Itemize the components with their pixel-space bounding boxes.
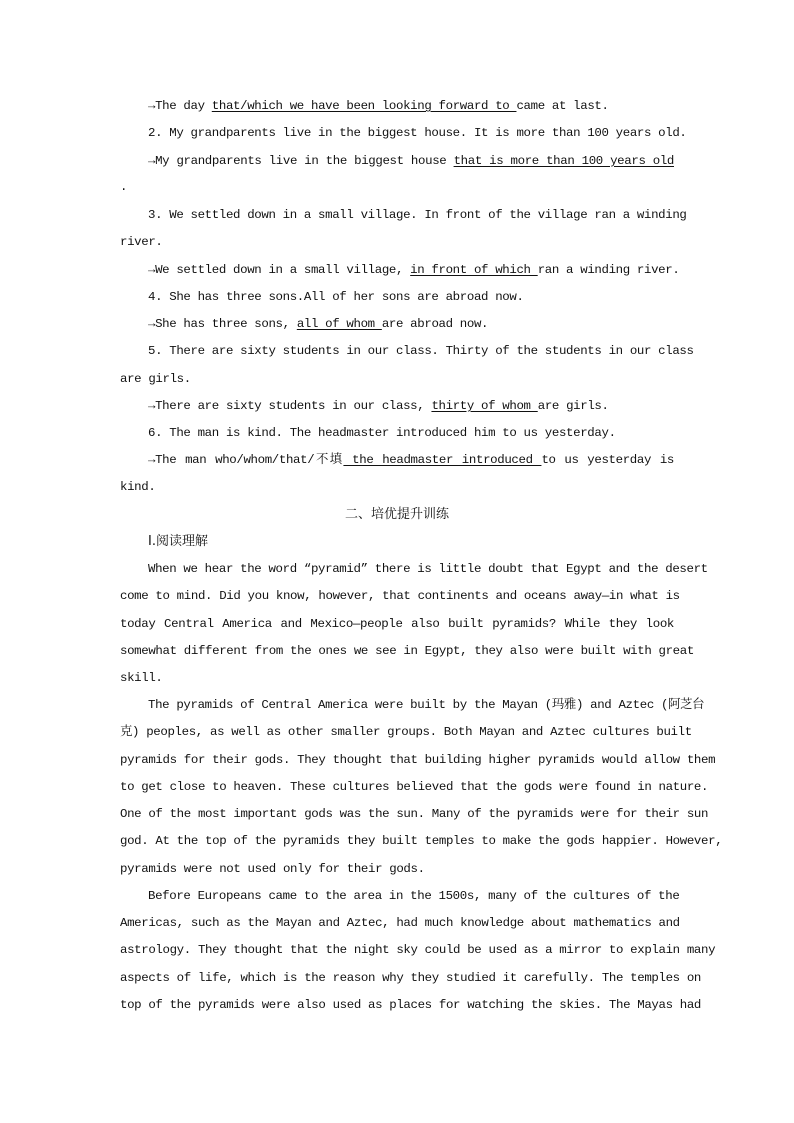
question-line-3b: river. — [120, 235, 163, 249]
reading-line: When we hear the word “pyramid” there is little doubt that Egypt and the desert — [148, 562, 708, 576]
answer-blank: the headmaster introduced — [343, 453, 542, 467]
question-line-4: 4. She has three sons.All of her sons are abroad now. — [148, 290, 524, 304]
answer-line-2 — [148, 153, 674, 169]
reading-line: aspects of life, which is the reason why they studied it carefully. The temples on — [120, 971, 702, 985]
reading-line: today Central America and Mexico—people also built pyramids? While they look — [120, 617, 674, 631]
reading-line: Americas, such as the Mayan and Aztec, had much knowledge about mathematics and — [120, 916, 680, 930]
question-line-5: 5. There are sixty students in our class. Thirty of the students in our class — [148, 344, 694, 358]
reading-line: skill. — [120, 671, 163, 685]
answer-blank: that/which we have been looking forward to — [211, 99, 517, 113]
reading-line: 克) peoples, as well as other smaller groups. Both Mayan and Aztec cultures built — [120, 725, 692, 739]
reading-line: to get close to heaven. These cultures believed that the gods were found in nature. — [120, 780, 709, 794]
answer-suffix: are girls. — [537, 399, 609, 413]
section-title: 二、培优提升训练 — [344, 507, 449, 522]
reading-line: god. At the top of the pyramids they built temples to make the gods happier. However, — [120, 834, 723, 848]
subsection-title: Ⅰ.阅读理解 — [148, 534, 208, 549]
answer-prefix: →We settled down in a small village, — [148, 263, 411, 277]
answer-prefix: →My grandparents live in the biggest house — [148, 154, 454, 168]
reading-line: pyramids for their gods. They thought that building higher pyramids would allow them — [120, 753, 716, 767]
answer-line-6 — [148, 452, 674, 468]
reading-line: somewhat different from the ones we see in Egypt, they also were built with great — [120, 644, 694, 658]
answer-line-6b: kind. — [120, 480, 156, 494]
reading-line: pyramids were not used only for their gods. — [120, 862, 425, 876]
answer-line-5 — [148, 398, 674, 414]
answer-prefix: →She has three sons, — [148, 317, 297, 331]
reading-line: Before Europeans came to the area in the 1500s, many of the cultures of the — [148, 889, 680, 903]
answer-suffix: ran a winding river. — [537, 263, 680, 277]
answer-blank: all of whom — [296, 317, 382, 331]
answer-blank: thirty of whom — [431, 399, 538, 413]
answer-line-3 — [148, 262, 680, 278]
question-line-3: 3. We settled down in a small village. In front of the village ran a winding — [148, 208, 687, 222]
reading-line: The pyramids of Central America were built by the Mayan (玛雅) and Aztec (阿芝台 — [148, 698, 705, 712]
reading-line: One of the most important gods was the sun. Many of the pyramids were for their sun — [120, 807, 709, 821]
answer-line-1 — [148, 98, 674, 114]
reading-line: astrology. They thought that the night sky could be used as a mirror to explain many — [120, 943, 716, 957]
answer-suffix: to us yesterday is — [541, 453, 674, 467]
answer-suffix: are abroad now. — [381, 317, 489, 331]
answer-tail-2: . — [120, 180, 128, 194]
answer-line-4 — [148, 316, 674, 332]
answer-blank: in front of which — [410, 263, 538, 277]
answer-suffix: came at last. — [516, 99, 609, 113]
reading-line: come to mind. Did you know, however, that continents and oceans away—in what is — [120, 589, 680, 603]
question-line-6: 6. The man is kind. The headmaster introduced him to us yesterday. — [148, 426, 616, 440]
answer-prefix: →The man who/whom/that/不填 — [148, 453, 344, 467]
reading-line: top of the pyramids were also used as places for watching the skies. The Mayas had — [120, 998, 702, 1012]
question-line-2: 2. My grandparents live in the biggest house. It is more than 100 years old. — [148, 126, 687, 140]
answer-prefix: →The day — [148, 99, 212, 113]
question-line-5b: are girls. — [120, 372, 191, 386]
answer-prefix: →There are sixty students in our class, — [148, 399, 432, 413]
answer-blank: that is more than 100 years old — [453, 154, 674, 168]
